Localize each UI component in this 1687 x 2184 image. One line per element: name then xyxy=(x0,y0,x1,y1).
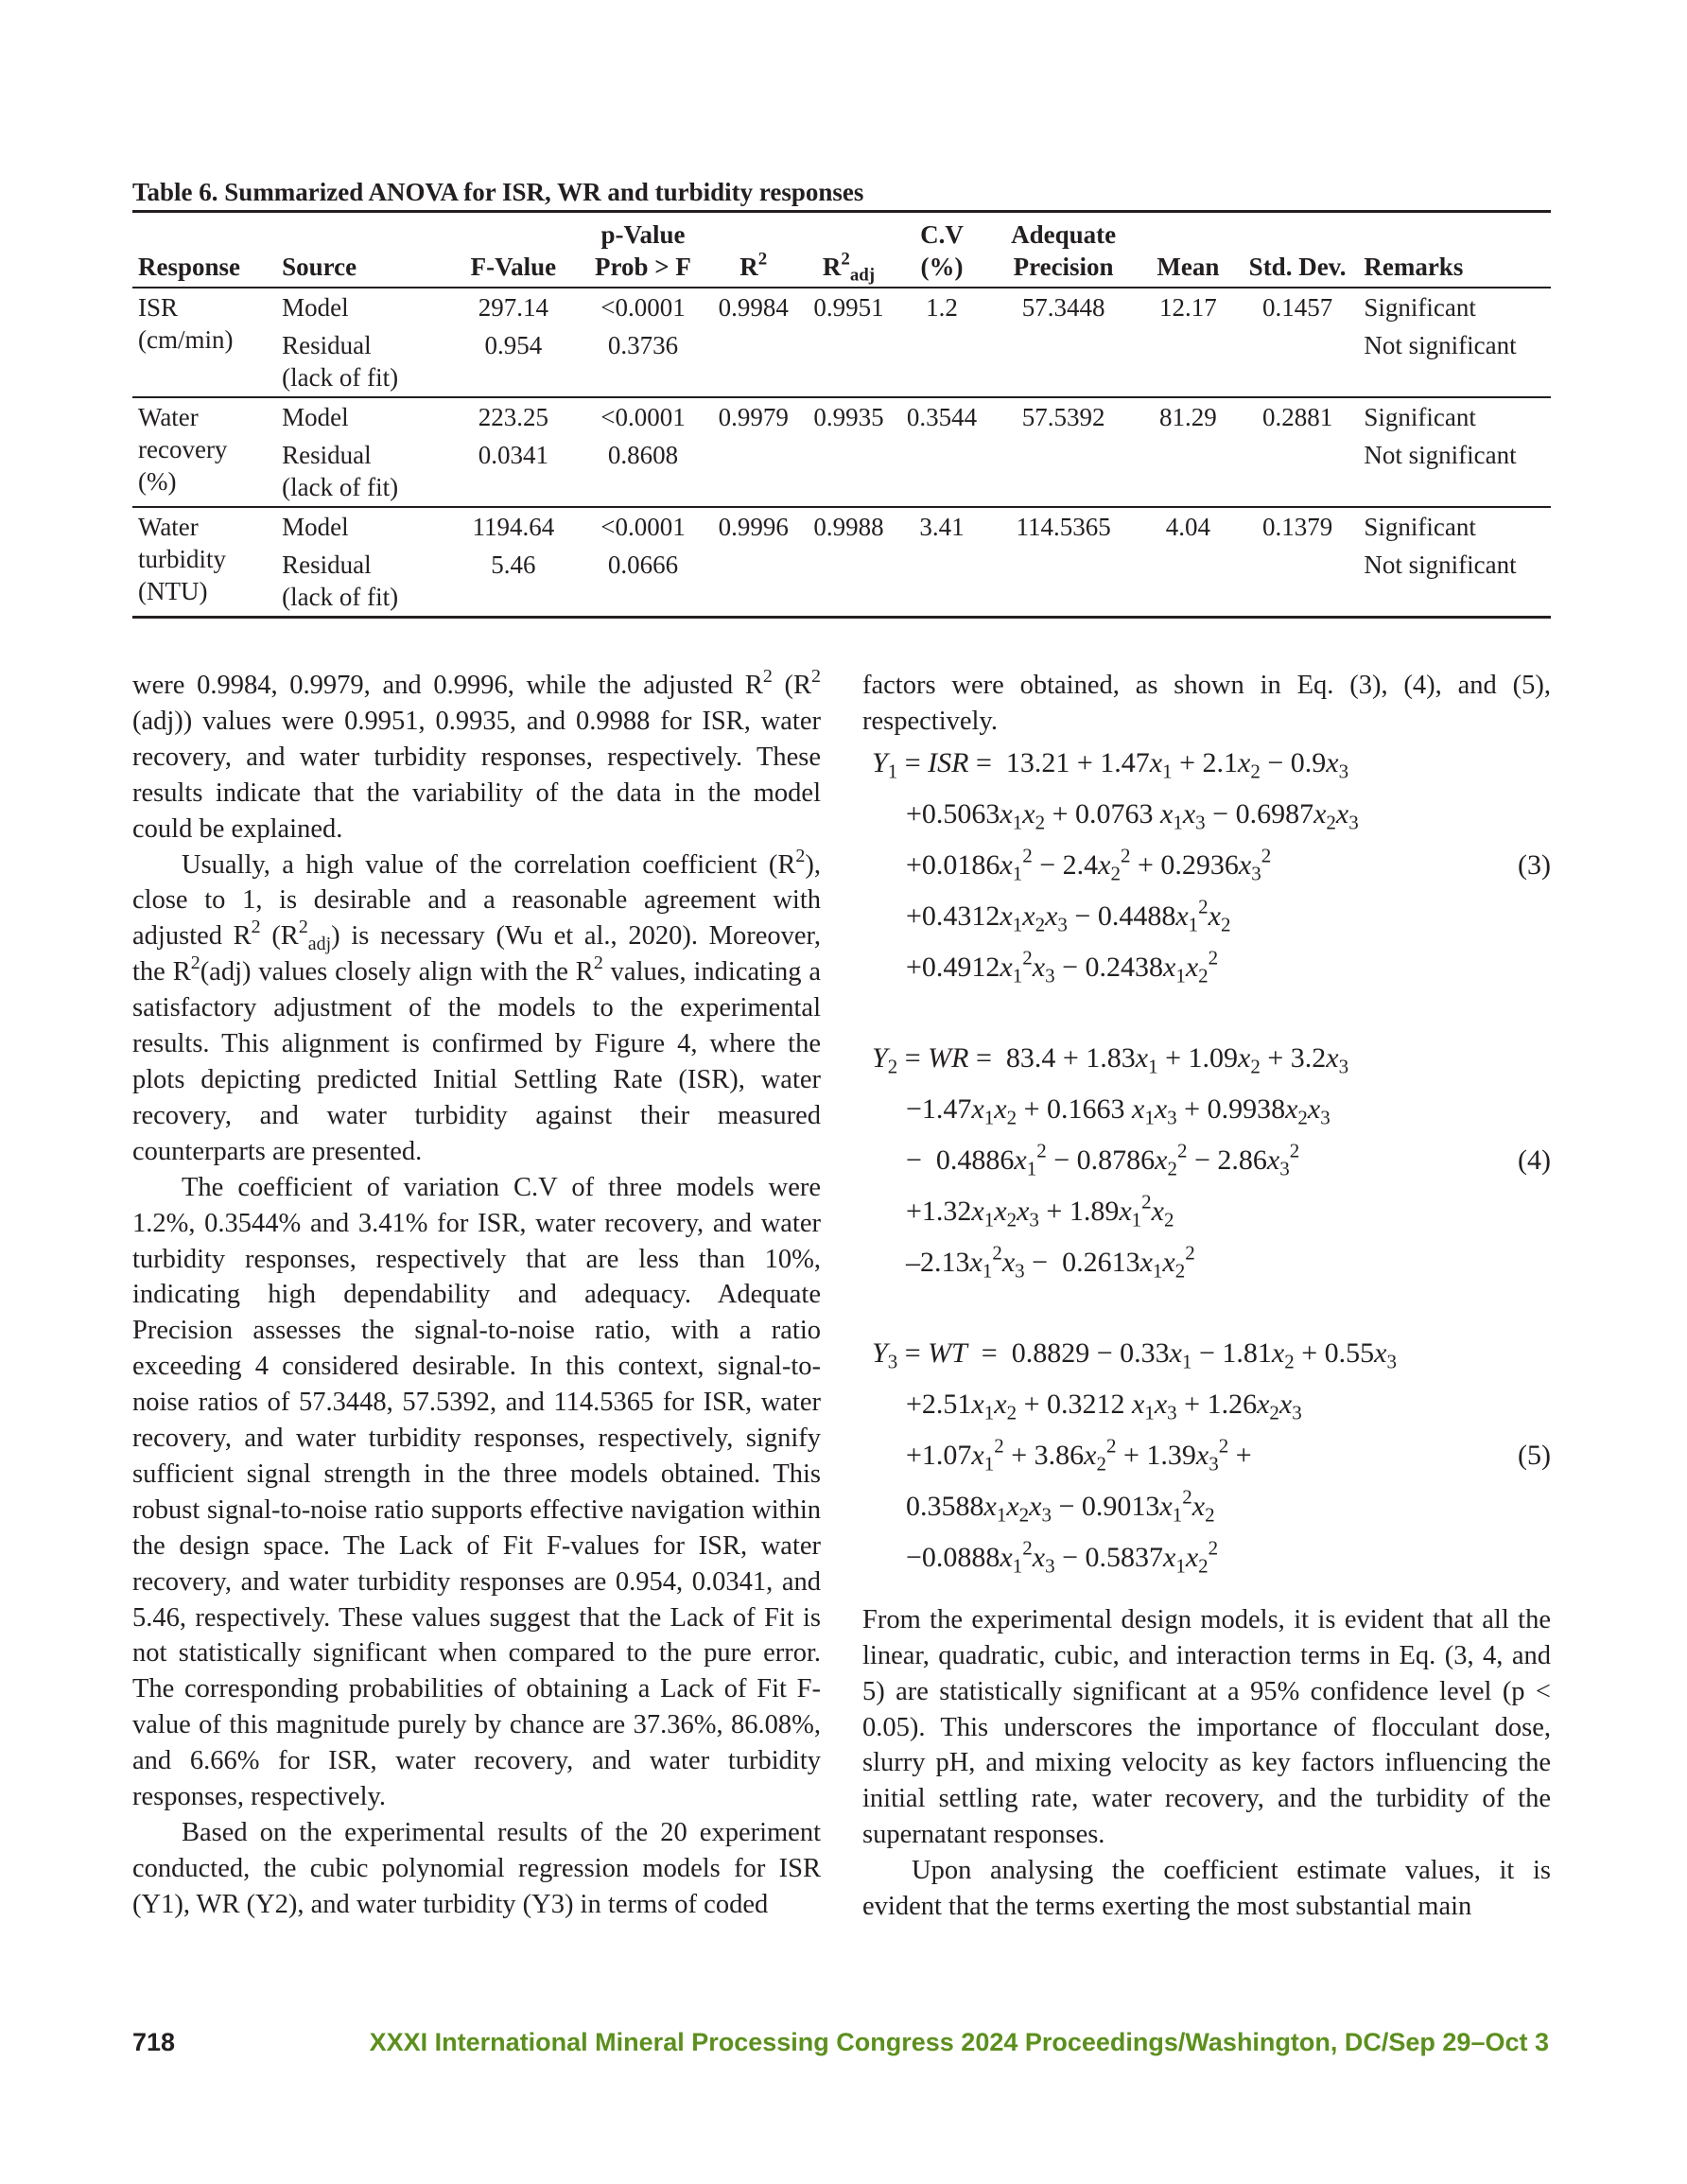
table-row xyxy=(132,546,1551,618)
equation-5 xyxy=(862,1336,1551,1610)
source-cell: Model xyxy=(282,293,349,322)
remarks-cell: Not significant xyxy=(1364,331,1517,359)
header-fvalue: F-Value xyxy=(446,212,580,288)
header-response: Response xyxy=(132,212,276,288)
text-run: Usually, a high value of the correlation coefficient (R xyxy=(182,849,796,880)
header-mean: Mean xyxy=(1139,212,1237,288)
header-r2adj-sup: 2 xyxy=(841,249,850,270)
r2adj-cell: 0.9988 xyxy=(801,507,896,546)
remarks-cell: Significant xyxy=(1364,293,1476,322)
header-r2adj xyxy=(801,212,896,288)
pvalue-cell: <0.0001 xyxy=(581,507,706,546)
equation-number: (4) xyxy=(1518,1144,1551,1176)
std-cell: 0.2881 xyxy=(1237,397,1359,436)
superscript: 2 xyxy=(190,952,200,974)
header-source: Source xyxy=(276,212,446,288)
header-r2adj-sub: adj xyxy=(849,265,876,286)
table-header-row xyxy=(132,212,1551,288)
response-cell xyxy=(132,397,276,507)
source-line: (lack of fit) xyxy=(282,363,399,392)
anova-table xyxy=(132,210,1551,619)
text-run: were 0.9984, 0.9979, and 0.9996, while the adjusted R xyxy=(132,671,763,700)
equation-3 xyxy=(862,745,1551,1020)
response-line: (NTU) xyxy=(138,577,208,605)
superscript: 2 xyxy=(795,845,806,866)
mean-cell: 12.17 xyxy=(1158,293,1217,322)
paragraph: From the experimental design models, it is evident that all the linear, quadratic, cubic, and interaction terms in Eq. (3, 4, and 5) are statistically significant at a 95% confidence level (p < 0.05). This underscores the importance of flocculant dose, slurry pH, and mixing velocity as key factors influencing the initial settling rate, water recovery, and the turbidity of the supernatant responses. xyxy=(862,1604,1551,1850)
response-line: turbidity xyxy=(138,545,226,573)
header-cv-line2: (%) xyxy=(920,253,964,281)
header-remarks: Remarks xyxy=(1358,212,1551,288)
table-row xyxy=(132,507,1551,546)
header-adequate-precision xyxy=(987,212,1139,288)
header-pvalue xyxy=(581,212,706,288)
fvalue-cell: 0.0341 xyxy=(478,441,548,469)
cv-cell: 0.3544 xyxy=(896,397,987,436)
subscript: adj xyxy=(307,934,332,955)
equation-line: $-0.0888x_1^2x_3 - 0.5837x_1x_2^2$ xyxy=(906,1536,1219,1578)
text-run: (adj)) values were 0.9951, 0.9935, and 0.9988 for ISR, water recovery, and water turbidity responses, respectively. These results indicate that the variability of the data in the model could be explained. xyxy=(132,706,821,844)
fvalue-cell: 1194.64 xyxy=(446,507,580,546)
r2-cell: 0.9984 xyxy=(718,293,789,322)
std-cell: 0.1457 xyxy=(1261,293,1333,322)
equation-line: − $0.4886x_1^2 - 0.8786x_2^2 - 2.86x_3^2$ xyxy=(906,1139,1300,1180)
header-cv xyxy=(896,212,987,288)
paragraph: Based on the experimental results of the 20 experiment conducted, the cubic polynomial regression models for ISR (Y1), WR (Y2), and water turbidity (Y3) in terms of coded xyxy=(132,1818,821,1919)
std-cell: 0.1379 xyxy=(1237,507,1359,546)
paragraph: factors were obtained, as shown in Eq. (3), (4), and (5), respectively. xyxy=(862,671,1551,736)
equation-line: $-1.47x_1x_2 + 0.1663$ $x_1x_3 + 0.9938x_2x_3$ xyxy=(906,1092,1330,1129)
remarks-cell: Significant xyxy=(1358,397,1551,436)
pvalue-cell: <0.0001 xyxy=(600,293,686,322)
equation-4 xyxy=(862,1040,1551,1315)
text-run: ), close to 1, is desirable and a reasonable agreement with adjusted R xyxy=(132,849,821,952)
ap-cell: 57.5392 xyxy=(987,397,1139,436)
header-r2adj-base: R xyxy=(822,253,842,281)
fvalue-cell: 0.954 xyxy=(484,331,543,359)
source-cell xyxy=(276,546,446,618)
table-row xyxy=(132,288,1551,326)
pvalue-cell: 0.8608 xyxy=(607,441,679,469)
superscript: 2 xyxy=(811,666,821,688)
response-line: Water xyxy=(138,513,199,541)
equation-line: $+2.51x_1x_2 + 0.3212$ $x_1x_3 + 1.26x_2x_3$ xyxy=(906,1388,1302,1424)
source-cell xyxy=(276,326,446,397)
equation-line: $+0.0186x_1^2 - 2.4x_2^2 + 0.2936x_3^2$ xyxy=(906,844,1272,885)
equation-number: (3) xyxy=(1518,848,1551,881)
equation-line: $Y_3$ = WT = $0.8829 - 0.33x_1 - 1.81x_2 + 0.55x_3$ xyxy=(872,1337,1397,1373)
response-cell xyxy=(132,288,276,397)
pvalue-cell: 0.3736 xyxy=(607,331,679,359)
pvalue-cell: 0.0666 xyxy=(581,546,706,618)
r2adj-cell: 0.9951 xyxy=(813,293,884,322)
superscript: 2 xyxy=(251,917,261,938)
fvalue-cell: 297.14 xyxy=(478,293,548,322)
response-line: recovery xyxy=(138,435,228,463)
remarks-cell: Not significant xyxy=(1364,441,1517,469)
superscript: 2 xyxy=(593,952,603,974)
equation-line: $+1.32x_1x_2x_3 + 1.89x_1^2x_2$ xyxy=(906,1190,1174,1232)
header-r2-base: R xyxy=(739,253,758,281)
mean-cell: 81.29 xyxy=(1139,397,1237,436)
pvalue-cell: <0.0001 xyxy=(581,397,706,436)
table-row xyxy=(132,436,1551,507)
r2adj-cell: 0.9935 xyxy=(801,397,896,436)
table-caption: Table 6. Summarized ANOVA for ISR, WR and turbidity responses xyxy=(132,178,864,206)
response-line: (cm/min) xyxy=(138,325,234,354)
response-line: ISR xyxy=(138,293,179,322)
paragraph: The coefficient of variation C.V of three models were 1.2%, 0.3544% and 3.41% for ISR, water recovery, and water turbidity responses, respectively that are less than 10%, indicating high dependability and adequacy. Adequate Precision assesses the signal-to-noise ratio, with a ratio exceeding 4 considered desirable. In this context, signal-to-noise ratios of 57.3448, 57.5392, and 114.5365 for ISR, water recovery, and water turbidity responses, respectively, signify sufficient signal strength in the three models obtained. This robust signal-to-noise ratio supports effective navigation within the design space. The Lack of Fit F-values for ISR, water recovery, and water turbidity responses are 0.954, 0.0341, and 5.46, respectively. These values suggest that the Lack of Fit is not statistically significant when compared to the pure error. The corresponding probabilities of obtaining a Lack of Fit F-value of this magnitude purely by chance are 37.36%, 86.08%, and 6.66% for ISR, water recovery, and water turbidity responses, respectively. xyxy=(132,1172,821,1812)
mean-cell: 4.04 xyxy=(1139,507,1237,546)
fvalue-cell: 223.25 xyxy=(446,397,580,436)
header-r2 xyxy=(705,212,801,288)
superscript: 2 xyxy=(298,917,308,938)
text-run: (R xyxy=(784,671,812,700)
source-line: (lack of fit) xyxy=(282,473,399,501)
table-row xyxy=(132,326,1551,397)
ap-cell: 114.5365 xyxy=(987,507,1139,546)
superscript: 2 xyxy=(762,666,773,688)
text-run: (R xyxy=(260,921,299,952)
equation-line: $+1.07x_1^2 + 3.86x_2^2 + 1.39x_3^2$ + xyxy=(906,1434,1252,1476)
paragraph xyxy=(132,668,821,847)
header-ap-line1: Adequate xyxy=(1011,220,1117,249)
header-pvalue-line2: Prob > F xyxy=(595,253,691,281)
cv-cell: 3.41 xyxy=(896,507,987,546)
paragraph xyxy=(132,847,821,1170)
equation-line: $+0.4312x_1x_2x_3 - 0.4488x_1^2x_2$ xyxy=(906,895,1231,936)
header-ap-line2: Precision xyxy=(1013,253,1114,281)
header-stddev: Std. Dev. xyxy=(1237,212,1359,288)
source-line: (lack of fit) xyxy=(282,583,399,611)
left-column xyxy=(132,668,821,1923)
r2-cell: 0.9996 xyxy=(705,507,801,546)
equation-line: $Y_2$ = WR = $83.4 + 1.83x_1 + 1.09x_2 + 3.2x_3$ xyxy=(872,1041,1349,1078)
header-r2-sup: 2 xyxy=(757,249,768,270)
response-line: Water xyxy=(138,403,199,431)
header-cv-line1: C.V xyxy=(920,220,964,249)
equation-line: $-2.13x_1^2x_3 - 0.2613x_1x_2^2$ xyxy=(906,1241,1195,1283)
r2-cell: 0.9979 xyxy=(705,397,801,436)
source-cell: Model xyxy=(276,397,446,436)
response-line: (%) xyxy=(138,467,177,496)
ap-cell: 57.3448 xyxy=(1021,293,1105,322)
source-cell xyxy=(276,436,446,507)
equation-line: $+0.5063x_1x_2 + 0.0763$ $x_1x_3 - 0.6987x_2x_3$ xyxy=(906,797,1359,834)
source-cell: Model xyxy=(276,507,446,546)
equation-line: $+0.4912x_1^2x_3 - 0.2438x_1x_2^2$ xyxy=(906,946,1219,987)
response-cell xyxy=(132,507,276,618)
paragraph: Upon analysing the coefficient estimate values, it is evident that the terms exerting the most substantial main xyxy=(862,1856,1551,1922)
remarks-cell: Significant xyxy=(1358,507,1551,546)
table-row xyxy=(132,397,1551,436)
source-line: Residual xyxy=(282,331,372,359)
text-run: ) is necessary (Wu et al., 2020). Moreover, the R xyxy=(132,921,821,987)
fvalue-cell: 5.46 xyxy=(446,546,580,618)
remarks-cell: Not significant xyxy=(1358,546,1551,618)
source-line: Residual xyxy=(282,441,372,469)
equation-line: $0.3588x_1x_2x_3 - 0.9013x_1^2x_2$ xyxy=(906,1485,1215,1527)
text-run: values, indicating a satisfactory adjustment of the models to the experimental results. This alignment is confirmed by Figure 4, where the plots depicting predicted Initial Settling Rate (ISR), water recovery, and water turbidity against their measured counterparts are presented. xyxy=(132,957,821,1166)
page-number: 718 xyxy=(132,2028,176,2056)
right-column xyxy=(862,668,1551,1925)
header-pvalue-line1: p-Value xyxy=(600,220,686,249)
equation-number: (5) xyxy=(1518,1439,1551,1471)
source-line: Residual xyxy=(282,550,372,579)
running-footer: XXXI International Mineral Processing Congress 2024 Proceedings/Washington, DC/Sep 29–Oct 3 xyxy=(369,2028,1549,2056)
equation-line: $Y_1$ = ISR = $13.21 + 1.47x_1 + 2.1x_2 - 0.9x_3$ xyxy=(872,746,1349,783)
text-run: (adj) values closely align with the R xyxy=(200,957,594,987)
cv-cell: 1.2 xyxy=(926,293,958,322)
